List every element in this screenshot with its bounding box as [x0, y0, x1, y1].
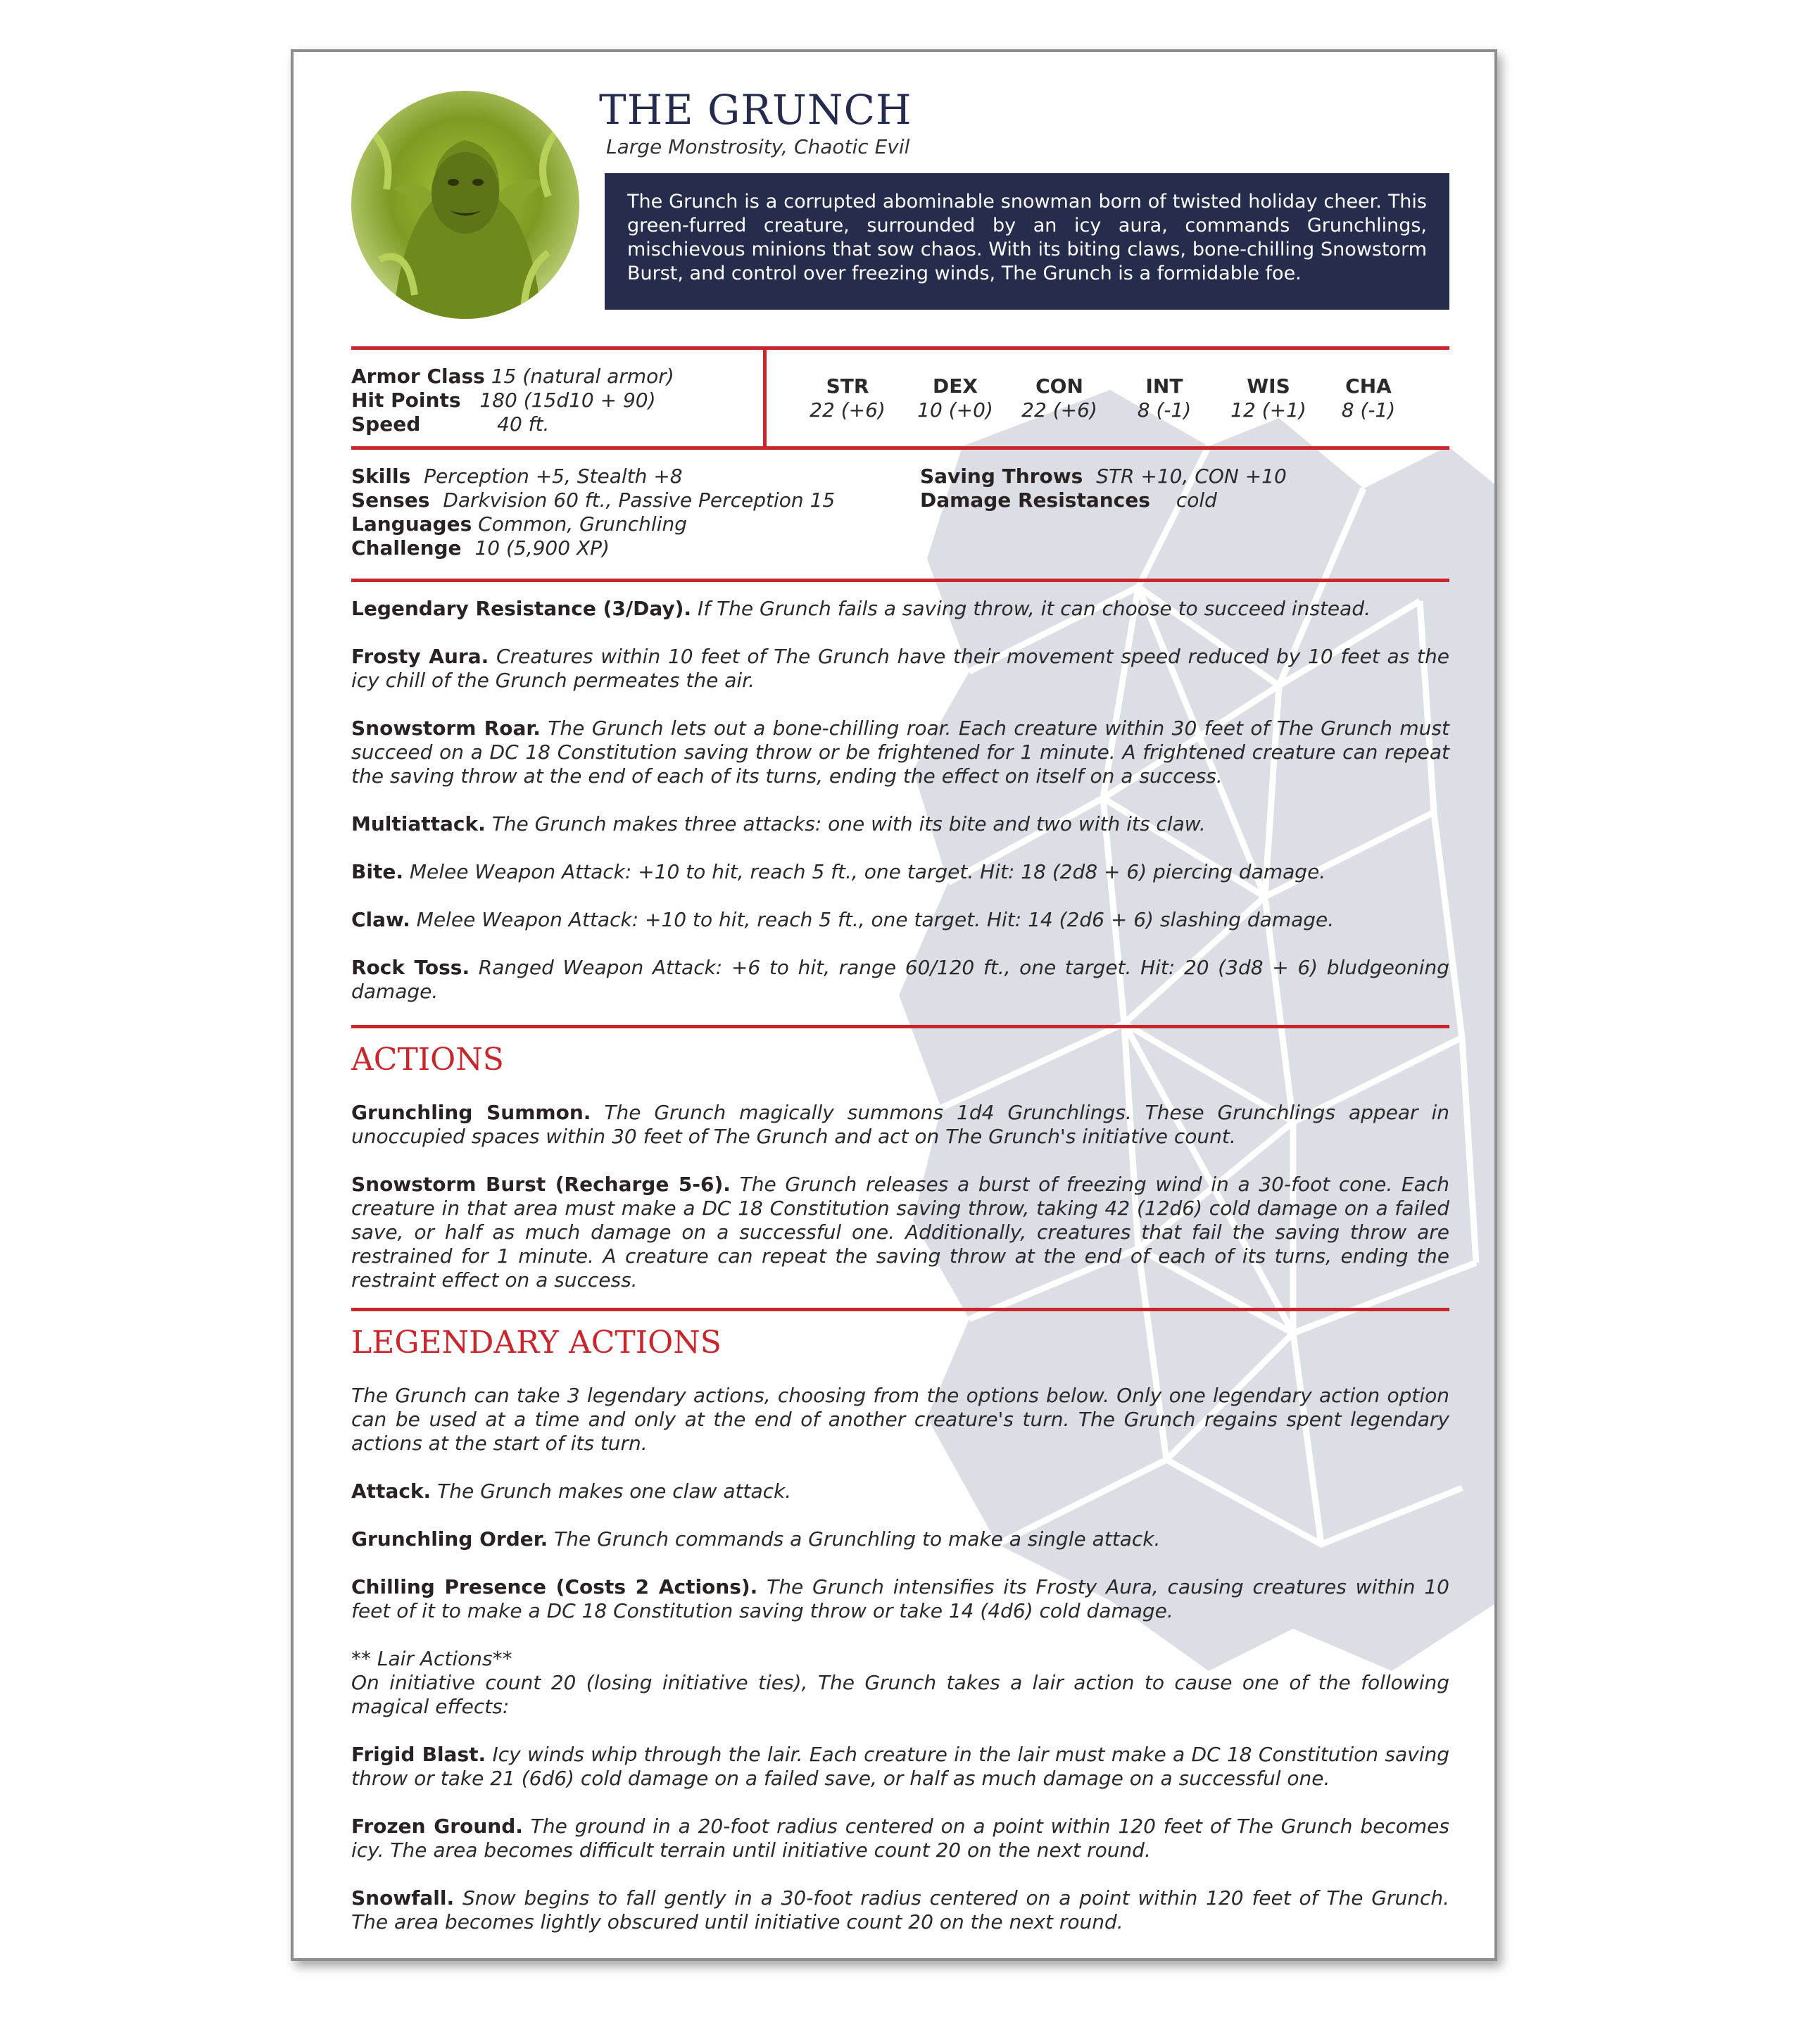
action-name: Snowstorm Burst (Recharge 5-6). — [351, 1173, 731, 1196]
trait-entry — [351, 860, 1449, 884]
legendary-intro — [351, 1384, 1449, 1456]
lair-actions-heading — [351, 1647, 1449, 1671]
trait-text: Creatures within 10 feet of The Grunch have their movement speed reduced by 10 feet as the icy chill of the Grunch permeates the air. — [351, 645, 1450, 692]
ability-value: 8 (-1) — [1341, 398, 1396, 422]
divider-vertical — [763, 346, 767, 446]
lair-intro — [351, 1671, 1449, 1719]
trait-entry — [351, 956, 1449, 1004]
senses-value: Darkvision 60 ft., Passive Perception 15 — [443, 488, 836, 512]
legendary-intro-text: The Grunch can take 3 legendary actions, choosing from the options below. Only one legendary action option can be used at a time and only at the end of another creature's turn. The Grunch regains spent legendary actions at the start of its turn. — [351, 1384, 1449, 1455]
ability-value: 22 (+6) — [1021, 398, 1097, 422]
senses-line — [351, 488, 835, 512]
trait-name: Frosty Aura. — [351, 645, 489, 668]
trait-entry — [351, 812, 1449, 836]
legendary-text: The Grunch makes one claw attack. — [437, 1480, 792, 1503]
trait-text: Melee Weapon Attack: +10 to hit, reach 5 ft., one target. Hit: 18 (2d8 + 6) piercing damage. — [409, 860, 1326, 883]
languages-value: Common, Grunchling — [478, 512, 687, 536]
trait-entry — [351, 717, 1449, 788]
languages-label: Languages — [351, 512, 472, 536]
lair-intro-text: On initiative count 20 (losing initiative ties), The Grunch takes a lair action to cause one of the following magical effects: — [351, 1671, 1449, 1718]
ability-name: STR — [826, 374, 869, 398]
ability-name: CON — [1035, 374, 1083, 398]
ability-value: 8 (-1) — [1137, 398, 1192, 422]
damage-resistances-value: cold — [1176, 488, 1217, 512]
trait-text: Ranged Weapon Attack: +6 to hit, range 60/120 ft., one target. Hit: 20 (3d8 + 6) bludgeoning damage. — [351, 956, 1449, 1003]
legendary-entry — [351, 1575, 1449, 1623]
skills-label: Skills — [351, 465, 411, 488]
trait-text: The Grunch lets out a bone-chilling roar. Each creature within 30 feet of The Grunch must succeed on a DC 18 Constitution saving throw or be frightened for 1 minute. A frightened creature can repeat the saving throw at the end of each of its turns, ending the effect on itself on a success. — [351, 717, 1449, 788]
trait-text: Melee Weapon Attack: +10 to hit, reach 5 ft., one target. Hit: 14 (2d6 + 6) slashing damage. — [416, 908, 1335, 931]
hit-points-value: 180 (15d10 + 90) — [479, 389, 656, 412]
monster-portrait — [351, 91, 579, 319]
saving-throws-value: STR +10, CON +10 — [1096, 465, 1287, 488]
divider-red — [351, 1025, 1449, 1028]
trait-name: Claw. — [351, 908, 410, 931]
action-text: The Grunch magically summons 1d4 Grunchlings. These Grunchlings appear in unoccupied spaces within 30 feet of The Grunch and act on The Grunch's initiative count. — [351, 1101, 1449, 1148]
action-entry — [351, 1173, 1449, 1292]
saving-throws-line — [920, 465, 1287, 488]
legendary-actions-heading: LEGENDARY ACTIONS — [351, 1325, 722, 1361]
grunch-portrait-image — [351, 91, 579, 319]
trait-entry — [351, 645, 1449, 693]
stat-block-page — [291, 49, 1497, 1961]
lair-entry — [351, 1886, 1449, 1934]
lair-name: Snowfall. — [351, 1886, 455, 1910]
monster-type: Large Monstrosity, Chaotic Evil — [606, 135, 910, 158]
ability-value: 10 (+0) — [917, 398, 993, 422]
armor-class-label: Armor Class — [351, 365, 485, 388]
ability-name: INT — [1145, 374, 1183, 398]
ability-name: DEX — [933, 374, 978, 398]
armor-class-line — [351, 365, 674, 389]
monster-description: The Grunch is a corrupted abominable snowman born of twisted holiday cheer. This green-furred creature, surrounded by an icy aura, commands Grunchlings, mischievous minions that sow chaos. With its biting claws, bone-chilling Snowstorm Burst, and control over freezing winds, The Grunch is a formidable foe. — [605, 173, 1449, 310]
divider-red — [351, 446, 1449, 450]
trait-name: Bite. — [351, 860, 403, 883]
ability-value: 12 (+1) — [1230, 398, 1306, 422]
languages-line — [351, 512, 687, 536]
senses-label: Senses — [351, 488, 430, 512]
legendary-entry — [351, 1480, 1449, 1503]
divider-red — [351, 1308, 1449, 1311]
speed-line — [351, 412, 549, 436]
ability-value: 22 (+6) — [810, 398, 886, 422]
lair-heading-text: ** Lair Actions** — [351, 1647, 512, 1670]
ability-name: CHA — [1345, 374, 1392, 398]
trait-name: Multiattack. — [351, 812, 486, 835]
trait-entry — [351, 908, 1449, 932]
lair-name: Frozen Ground. — [351, 1815, 523, 1838]
challenge-value: 10 (5,900 XP) — [474, 536, 610, 560]
damage-resistances-line — [920, 488, 1217, 512]
legendary-text: The Grunch intensifies its Frosty Aura, causing creatures within 10 feet of it to make a DC 18 Constitution saving throw or take 14 (4d6) cold damage. — [351, 1575, 1449, 1622]
divider-red — [351, 579, 1449, 582]
challenge-line — [351, 536, 610, 560]
saving-throws-label: Saving Throws — [920, 465, 1083, 488]
legendary-name: Attack. — [351, 1480, 432, 1503]
trait-text: If The Grunch fails a saving throw, it can choose to succeed instead. — [697, 597, 1371, 620]
skills-value: Perception +5, Stealth +8 — [424, 465, 683, 488]
lair-name: Frigid Blast. — [351, 1743, 486, 1766]
trait-entry — [351, 597, 1449, 621]
action-name: Grunchling Summon. — [351, 1101, 591, 1124]
action-text: The Grunch releases a burst of freezing wind in a 30-foot cone. Each creature in that area must make a DC 18 Constitution saving throw, taking 42 (12d6) cold damage on a failed save, or half as much damage on a successful one. Additionally, creatures that fail the saving throw are restrained for 1 minute. A creature can repeat the saving throw at the end of each of its turns, ending the restraint effect on a success. — [351, 1173, 1449, 1292]
legendary-entry — [351, 1527, 1449, 1551]
speed-label: Speed — [351, 412, 421, 436]
speed-value: 40 ft. — [497, 412, 550, 436]
ability-name: WIS — [1247, 374, 1290, 398]
trait-name: Legendary Resistance (3/Day). — [351, 597, 692, 620]
armor-class-value: 15 (natural armor) — [491, 365, 674, 388]
trait-name: Snowstorm Roar. — [351, 717, 541, 740]
legendary-name: Chilling Presence (Costs 2 Actions). — [351, 1575, 758, 1598]
legendary-name: Grunchling Order. — [351, 1527, 548, 1551]
actions-heading: ACTIONS — [351, 1042, 504, 1078]
lair-entry — [351, 1815, 1449, 1862]
monster-name: THE GRUNCH — [599, 86, 912, 134]
hit-points-label: Hit Points — [351, 389, 461, 412]
lair-text: The ground in a 20-foot radius centered on a point within 120 feet of The Grunch becomes icy. The area becomes difficult terrain until initiative count 20 on the next round. — [351, 1815, 1449, 1862]
challenge-label: Challenge — [351, 536, 462, 560]
divider-red — [351, 346, 1449, 350]
lair-text: Icy winds whip through the lair. Each creature in the lair must make a DC 18 Constitution saving throw or take 21 (6d6) cold damage on a failed save, or half as much damage on a successful one. — [351, 1743, 1450, 1790]
lair-entry — [351, 1743, 1449, 1791]
skills-line — [351, 465, 683, 488]
trait-text: The Grunch makes three attacks: one with its bite and two with its claw. — [491, 812, 1206, 835]
damage-resistances-label: Damage Resistances — [920, 488, 1150, 512]
legendary-text: The Grunch commands a Grunchling to make a single attack. — [554, 1527, 1161, 1551]
lair-text: Snow begins to fall gently in a 30-foot radius centered on a point within 120 feet of The Grunch. The area becomes lightly obscured until initiative count 20 on the next round. — [351, 1886, 1450, 1933]
hit-points-line — [351, 389, 656, 412]
action-entry — [351, 1101, 1449, 1149]
trait-name: Rock Toss. — [351, 956, 470, 979]
